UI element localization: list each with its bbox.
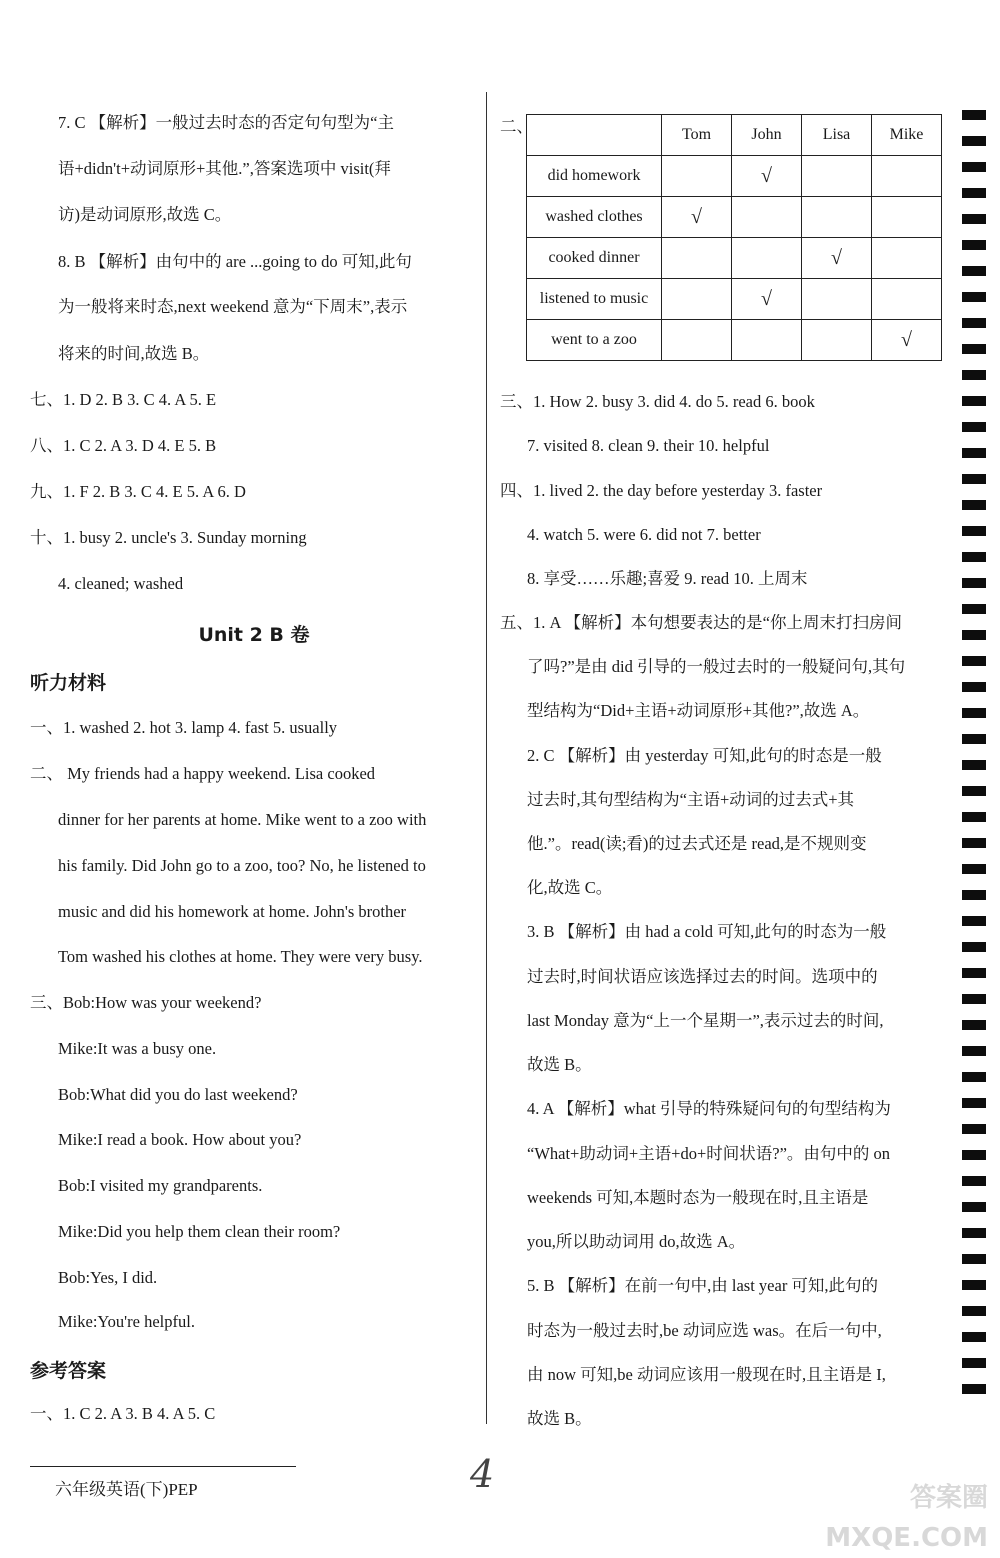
edge-mark	[962, 448, 986, 458]
edge-marks	[962, 110, 988, 1410]
edge-mark	[962, 1358, 986, 1368]
edge-mark	[962, 760, 986, 770]
table-row	[527, 156, 942, 197]
right-section-5-line: 时态为一般过去时,be 动词应选 was。在后一句中,	[527, 1321, 882, 1340]
edge-mark	[962, 1332, 986, 1342]
watermark-line: 答案圈	[909, 1483, 988, 1513]
table-header-cell	[527, 115, 662, 156]
section-7-answers: 七、1. D 2. B 3. C 4. A 5. E	[30, 390, 217, 409]
edge-mark	[962, 1306, 986, 1316]
right-section-5-line: 故选 B。	[527, 1055, 592, 1074]
edge-mark	[962, 734, 986, 744]
edge-mark	[962, 1202, 986, 1212]
table-cell: washed clothes	[527, 197, 662, 238]
edge-mark	[962, 1098, 986, 1108]
table-header-cell: Lisa	[802, 115, 872, 156]
table-cell	[802, 197, 872, 238]
edge-mark	[962, 708, 986, 718]
edge-mark	[962, 188, 986, 198]
edge-mark	[962, 214, 986, 224]
edge-mark	[962, 656, 986, 666]
listening-2-line-4: music and did his homework at home. John's brother	[58, 902, 407, 921]
right-section-3-line-1: 三、1. How 2. busy 3. did 4. do 5. read 6. book	[500, 392, 815, 411]
table-cell: √	[662, 197, 732, 238]
edge-mark	[962, 1176, 986, 1186]
table-cell	[662, 238, 732, 279]
edge-mark	[962, 136, 986, 146]
table-cell	[732, 238, 802, 279]
answers-section-1: 一、1. C 2. A 3. B 4. A 5. C	[30, 1404, 216, 1423]
right-section-5-line: 了吗?”是由 did 引导的一般过去时的一般疑问句,其句	[527, 657, 906, 676]
table-cell	[662, 320, 732, 361]
right-section-4-line-2: 4. watch 5. were 6. did not 7. better	[527, 525, 761, 544]
table-row	[527, 279, 942, 320]
table-header-row	[527, 115, 942, 156]
right-section-5-line: “What+助动词+主语+do+时间状语?”。由句中的 on	[527, 1144, 891, 1163]
edge-mark	[962, 1280, 986, 1290]
edge-mark	[962, 552, 986, 562]
table-header-cell: Tom	[662, 115, 732, 156]
edge-mark	[962, 838, 986, 848]
table-cell	[872, 238, 942, 279]
table-cell	[732, 197, 802, 238]
right-section-5-line: you,所以助动词用 do,故选 A。	[527, 1232, 746, 1251]
edge-mark	[962, 370, 986, 380]
listening-2-line-3: his family. Did John go to a zoo, too? No, he listened to	[58, 856, 426, 875]
dialogue-line-5: Bob:I visited my grandparents.	[58, 1176, 263, 1195]
edge-mark	[962, 786, 986, 796]
table-prefix: 二、	[500, 117, 533, 136]
section-10-answers: 十、1. busy 2. uncle's 3. Sunday morning	[30, 528, 307, 547]
edge-mark	[962, 942, 986, 952]
answers-title: 参考答案	[30, 1360, 107, 1382]
dialogue-line-3: Bob:What did you do last weekend?	[58, 1085, 298, 1104]
table-cell	[872, 156, 942, 197]
right-section-4-line-3: 8. 享受……乐趣;喜爱 9. read 10. 上周末	[527, 569, 808, 588]
weekend-activity-table	[526, 114, 942, 361]
edge-mark	[962, 474, 986, 484]
edge-mark	[962, 266, 986, 276]
table-row	[527, 197, 942, 238]
edge-mark	[962, 292, 986, 302]
q8-line-2: 为一般将来时态,next weekend 意为“下周末”,表示	[58, 297, 408, 316]
edge-mark	[962, 812, 986, 822]
footer-rule	[30, 1466, 296, 1467]
unit-title: Unit 2 B 卷	[198, 624, 310, 646]
page-number: 4	[470, 1452, 495, 1496]
table-cell	[872, 279, 942, 320]
right-section-5-line: 他.”。read(读;看)的过去式还是 read,是不规则变	[527, 834, 867, 853]
dialogue-line-1: 三、Bob:How was your weekend?	[30, 993, 262, 1012]
table-cell	[662, 156, 732, 197]
edge-mark	[962, 890, 986, 900]
column-divider	[486, 92, 487, 1424]
table-cell: √	[732, 279, 802, 320]
edge-mark	[962, 500, 986, 510]
table-cell	[872, 197, 942, 238]
edge-mark	[962, 162, 986, 172]
edge-mark	[962, 630, 986, 640]
edge-mark	[962, 994, 986, 1004]
section-9-answers: 九、1. F 2. B 3. C 4. E 5. A 6. D	[30, 482, 246, 501]
right-section-5-line: 由 now 可知,be 动词应该用一般现在时,且主语是 I,	[527, 1365, 886, 1384]
table-cell	[732, 320, 802, 361]
listening-1: 一、1. washed 2. hot 3. lamp 4. fast 5. usually	[30, 718, 338, 737]
right-section-5-line: 3. B 【解析】由 had a cold 可知,此句的时态为一般	[527, 922, 887, 941]
right-section-4-line-1: 四、1. lived 2. the day before yesterday 3. faster	[500, 481, 823, 500]
edge-mark	[962, 318, 986, 328]
table-cell: √	[872, 320, 942, 361]
footer-text: 六年级英语(下)PEP	[55, 1480, 198, 1499]
right-section-5-line: 五、1. A 【解析】本句想要表达的是“你上周末打扫房间	[500, 613, 902, 632]
edge-mark	[962, 1254, 986, 1264]
edge-mark	[962, 1124, 986, 1134]
edge-mark	[962, 110, 986, 120]
edge-mark	[962, 396, 986, 406]
listening-2-line-5: Tom washed his clothes at home. They were very busy.	[58, 947, 423, 966]
table-cell: cooked dinner	[527, 238, 662, 279]
watermark-line: MXQE.COM	[825, 1523, 988, 1553]
edge-mark	[962, 344, 986, 354]
edge-mark	[962, 1150, 986, 1160]
right-section-5-line: 过去时,时间状语应该选择过去的时间。选项中的	[527, 967, 878, 986]
table-cell: √	[802, 238, 872, 279]
edge-mark	[962, 968, 986, 978]
q7-line-2: 语+didn't+动词原形+其他.”,答案选项中 visit(拜	[58, 159, 391, 178]
q7-line-1: 7. C 【解析】一般过去时态的否定句句型为“主	[58, 113, 394, 132]
edge-mark	[962, 682, 986, 692]
table-cell: did homework	[527, 156, 662, 197]
table-row	[527, 238, 942, 279]
edge-mark	[962, 578, 986, 588]
dialogue-line-4: Mike:I read a book. How about you?	[58, 1130, 302, 1149]
dialogue-line-6: Mike:Did you help them clean their room?	[58, 1222, 341, 1241]
edge-mark	[962, 1072, 986, 1082]
edge-mark	[962, 1046, 986, 1056]
watermark	[825, 1478, 988, 1558]
edge-mark	[962, 240, 986, 250]
q7-line-3: 访)是动词原形,故选 C。	[58, 205, 232, 224]
table-header-cell: Mike	[872, 115, 942, 156]
listening-2-line-2: dinner for her parents at home. Mike went to a zoo with	[58, 810, 427, 829]
dialogue-line-2: Mike:It was a busy one.	[58, 1039, 217, 1058]
listening-title: 听力材料	[30, 672, 107, 694]
right-section-5-line: weekends 可知,本题时态为一般现在时,且主语是	[527, 1188, 869, 1207]
table-cell	[662, 279, 732, 320]
table-cell	[802, 279, 872, 320]
table-row	[527, 320, 942, 361]
table-header-cell: John	[732, 115, 802, 156]
section-10-answers-cont: 4. cleaned; washed	[58, 574, 184, 593]
edge-mark	[962, 526, 986, 536]
edge-mark	[962, 1384, 986, 1394]
table-cell: listened to music	[527, 279, 662, 320]
right-section-5-line: 5. B 【解析】在前一句中,由 last year 可知,此句的	[527, 1276, 879, 1295]
section-8-answers: 八、1. C 2. A 3. D 4. E 5. B	[30, 436, 217, 455]
q8-line-1: 8. B 【解析】由句中的 are ...going to do 可知,此句	[58, 252, 412, 271]
right-section-5-line: 4. A 【解析】what 引导的特殊疑问句的句型结构为	[527, 1099, 891, 1118]
right-section-5-line: 化,故选 C。	[527, 878, 613, 897]
right-section-3-line-2: 7. visited 8. clean 9. their 10. helpful	[527, 436, 770, 455]
dialogue-line-7: Bob:Yes, I did.	[58, 1268, 158, 1287]
edge-mark	[962, 1020, 986, 1030]
right-section-5-line: 2. C 【解析】由 yesterday 可知,此句的时态是一般	[527, 746, 882, 765]
right-section-5-line: 型结构为“Did+主语+动词原形+其他?”,故选 A。	[527, 701, 870, 720]
table-cell: went to a zoo	[527, 320, 662, 361]
right-section-5-line: last Monday 意为“上一个星期一”,表示过去的时间,	[527, 1011, 884, 1030]
table-cell	[802, 156, 872, 197]
table-cell	[802, 320, 872, 361]
edge-mark	[962, 1228, 986, 1238]
q8-line-3: 将来的时间,故选 B。	[58, 344, 210, 363]
listening-2-line-1: 二、 My friends had a happy weekend. Lisa cooked	[30, 764, 376, 783]
right-section-5-line: 过去时,其句型结构为“主语+动词的过去式+其	[527, 790, 855, 809]
edge-mark	[962, 604, 986, 614]
right-section-5-line: 故选 B。	[527, 1409, 592, 1428]
edge-mark	[962, 864, 986, 874]
edge-mark	[962, 422, 986, 432]
dialogue-line-8: Mike:You're helpful.	[58, 1312, 195, 1331]
table-cell: √	[732, 156, 802, 197]
edge-mark	[962, 916, 986, 926]
